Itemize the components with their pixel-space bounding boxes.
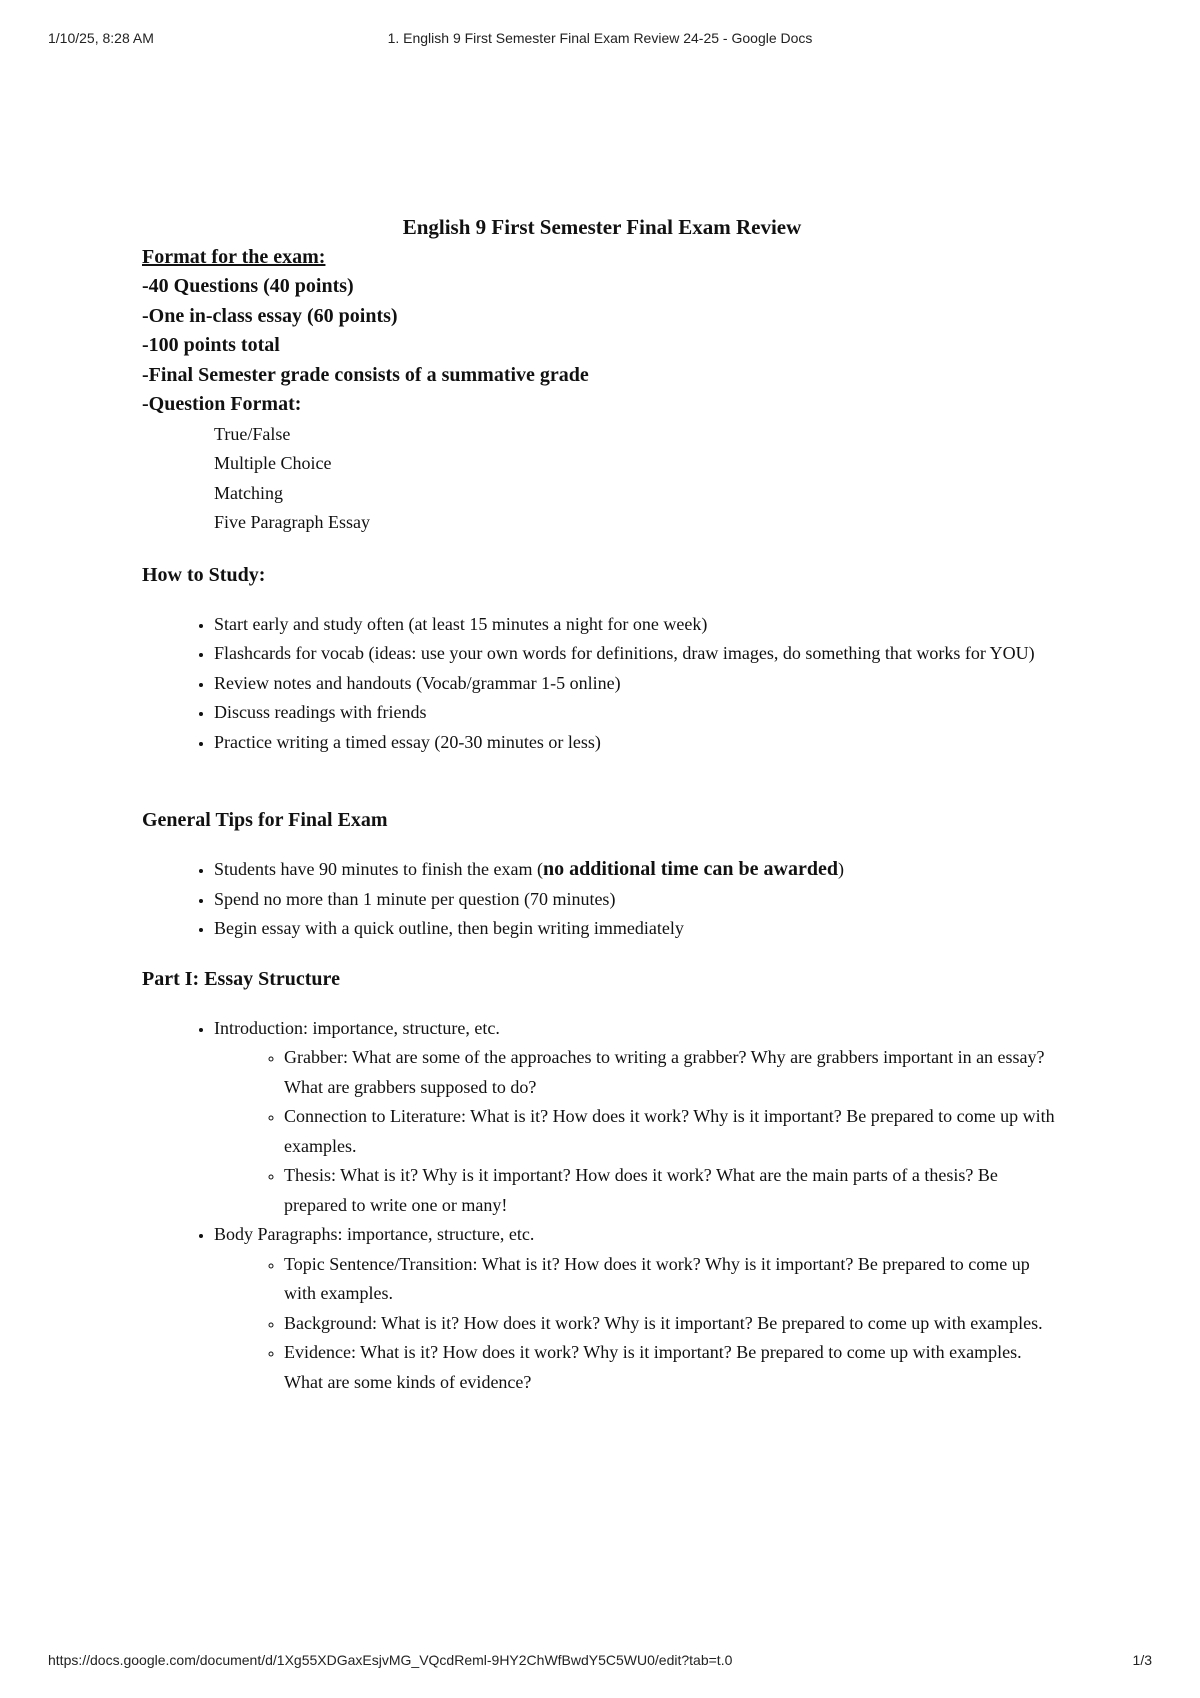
body-paragraphs-sublist: [214, 1250, 1062, 1398]
print-doc-title: 1. English 9 First Semester Final Exam Review 24-25 - Google Docs: [387, 30, 813, 46]
tip-close: ): [837, 859, 844, 879]
how-to-study-list: [142, 610, 1062, 758]
list-item: • Begin essay with a quick outline, then begin writing immediately: [214, 914, 1062, 944]
question-format-item: Five Paragraph Essay: [214, 512, 370, 532]
tip-emphasis: no additional time can be awarded: [542, 858, 838, 880]
sub-list-item: ◦ Evidence: What is it? How does it work? Why is it important? Be prepared to come up with examples. What are some kinds of evidence?: [284, 1338, 1062, 1397]
essay-structure-heading: Part I: Essay Structure: [142, 967, 340, 990]
document-url: https://docs.google.com/document/d/1Xg55XDGaxEsjvMG_VQcdReml-9HY2ChWfBwdY5C5WU0/edit?tab=t.0: [48, 1652, 733, 1668]
print-footer: [48, 1652, 1152, 1672]
question-format-item: Multiple Choice: [214, 453, 332, 473]
tip-text: Students have 90 minutes to finish the exam (: [214, 859, 543, 879]
format-line: -100 points total: [142, 334, 280, 356]
list-item: • Start early and study often (at least 15 minutes a night for one week): [214, 610, 1062, 640]
sub-list-item: ◦ Background: What is it? How does it work? Why is it important? Be prepared to come up with examples.: [284, 1309, 1062, 1339]
format-line: -Question Format:: [142, 393, 302, 415]
sub-list-item: ◦ Grabber: What are some of the approaches to writing a grabber? Why are grabbers important in an essay? What are grabbers supposed to do?: [284, 1043, 1062, 1102]
document-body: [142, 212, 1062, 1397]
question-format-item: True/False: [214, 423, 291, 444]
question-format-list: [142, 420, 1062, 538]
sub-list-item: ◦ Topic Sentence/Transition: What is it? How does it work? Why is it important? Be prepared to come up with examples.: [284, 1250, 1062, 1309]
document-title: English 9 First Semester Final Exam Review: [402, 215, 802, 239]
format-line: -40 Questions (40 points): [142, 275, 354, 297]
page-number: 1/3: [1132, 1652, 1152, 1668]
format-line: -Final Semester grade consists of a summative grade: [142, 363, 589, 386]
list-item: • Discuss readings with friends: [214, 698, 1062, 728]
list-item: • Practice writing a timed essay (20-30 minutes or less): [214, 728, 1062, 758]
sub-list-item: ◦ Thesis: What is it? Why is it important? How does it work? What are the main parts of a thesis? Be prepared to write one or many!: [284, 1161, 1062, 1220]
list-item: • Flashcards for vocab (ideas: use your own words for definitions, draw images, do something that works for YOU): [214, 639, 1062, 669]
list-item: • Spend no more than 1 minute per question (70 minutes): [214, 885, 1062, 915]
general-tips-list: [142, 855, 1062, 944]
list-item: [214, 1220, 1062, 1397]
question-format-item: Matching: [214, 482, 283, 503]
how-to-study-heading: How to Study:: [142, 563, 266, 586]
body-paragraphs-label: Body Paragraphs: importance, structure, etc.: [214, 1224, 535, 1244]
sub-list-item: ◦ Connection to Literature: What is it? How does it work? Why is it important? Be prepared to come up with examples.: [284, 1102, 1062, 1161]
format-line: -One in-class essay (60 points): [142, 304, 398, 327]
list-item: [214, 855, 1062, 885]
list-item: [214, 1014, 1062, 1221]
list-item: • Review notes and handouts (Vocab/grammar 1-5 online): [214, 669, 1062, 699]
general-tips-heading: General Tips for Final Exam: [142, 809, 388, 831]
introduction-sublist: [214, 1043, 1062, 1220]
print-header: [48, 30, 1152, 50]
print-datetime: 1/10/25, 8:28 AM: [48, 30, 154, 46]
essay-structure-list: [142, 1014, 1062, 1398]
format-heading: Format for the exam:: [142, 246, 326, 268]
introduction-label: Introduction: importance, structure, etc.: [214, 1017, 500, 1038]
